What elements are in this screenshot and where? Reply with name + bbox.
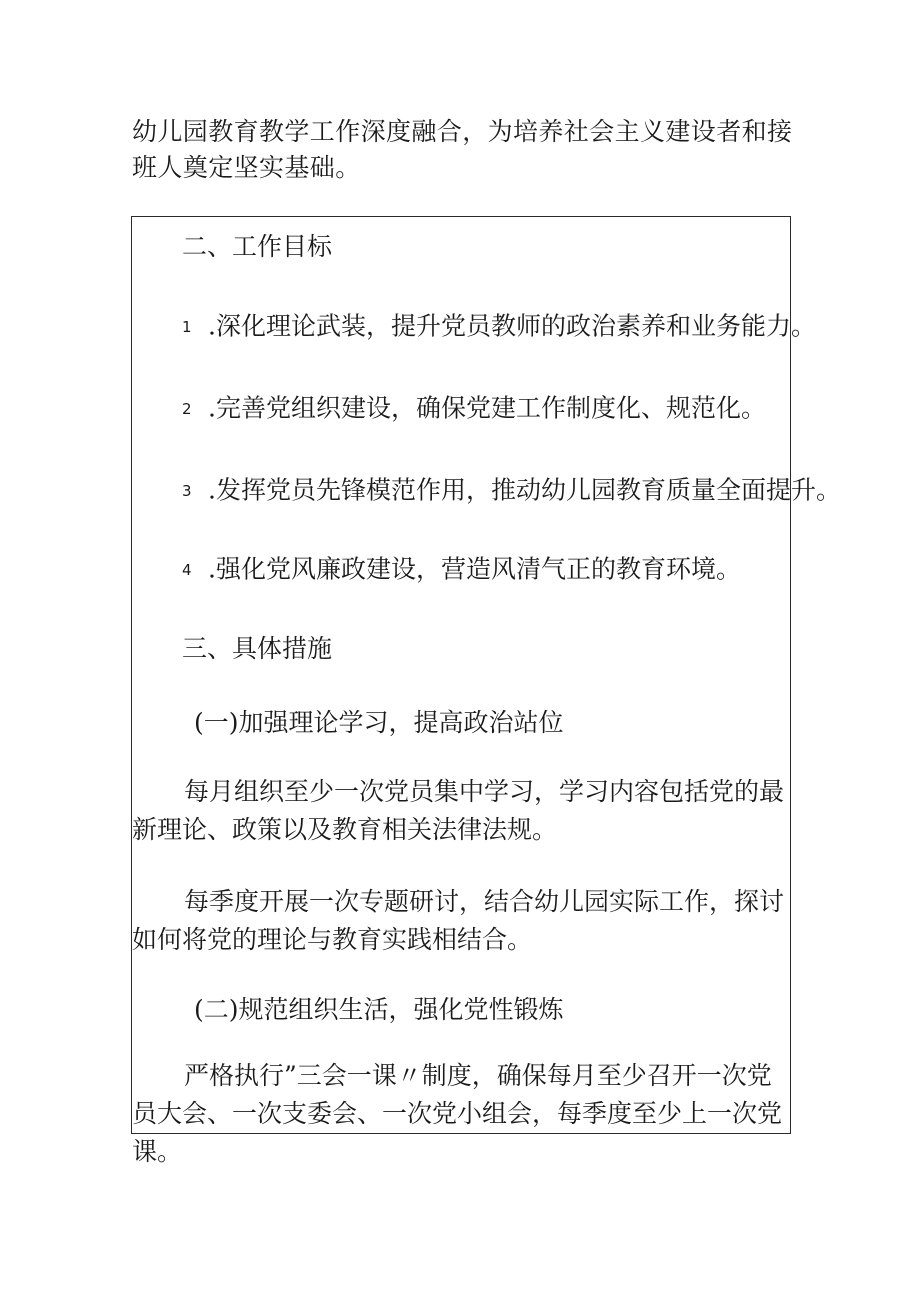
measure-paragraph: 严格执行”三会一课〃制度，确保每月至少召开一次党员大会、一次支委会、一次党小组会，每季度至少上一次党课。: [132, 1061, 783, 1166]
content-frame: [131, 216, 841, 1166]
subsection-heading-study: (一)加强理论学习，提高政治站位: [194, 708, 564, 737]
goal-text: .深化理论武装，提升党员教师的政治素养和业务能力。: [208, 311, 816, 341]
goal-number: 1: [182, 317, 192, 336]
goal-item: [182, 471, 841, 509]
goal-text: .强化党风廉政建设，营造风清气正的教育环境。: [208, 554, 741, 584]
goal-number: 2: [182, 399, 192, 418]
measure-paragraph: 每季度开展一次专题研讨，结合幼儿园实际工作，探讨如何将党的理论与教育实践相结合。: [132, 887, 785, 954]
section-heading-goals: 二、工作目标: [182, 232, 333, 261]
goal-item: [182, 550, 741, 588]
goal-item: [182, 389, 766, 427]
goal-text: .完善党组织建设，确保党建工作制度化、规范化。: [208, 393, 766, 423]
section-heading-measures: 三、具体措施: [182, 634, 333, 663]
intro-paragraph: 幼儿园教育教学工作深度融合，为培养社会主义建设者和接班人奠定坚实基础。: [132, 117, 793, 182]
subsection-heading-organization: (二)规范组织生活，强化党性锻炼: [194, 995, 564, 1024]
goal-item: [182, 307, 816, 345]
measure-paragraph: 每月组织至少一次党员集中学习，学习内容包括党的最新理论、政策以及教育相关法律法规。: [132, 777, 785, 844]
goal-text: .发挥党员先锋模范作用，推动幼儿园教育质量全面提升。: [208, 475, 841, 505]
goal-number: 3: [182, 481, 192, 500]
goal-number: 4: [182, 560, 192, 579]
